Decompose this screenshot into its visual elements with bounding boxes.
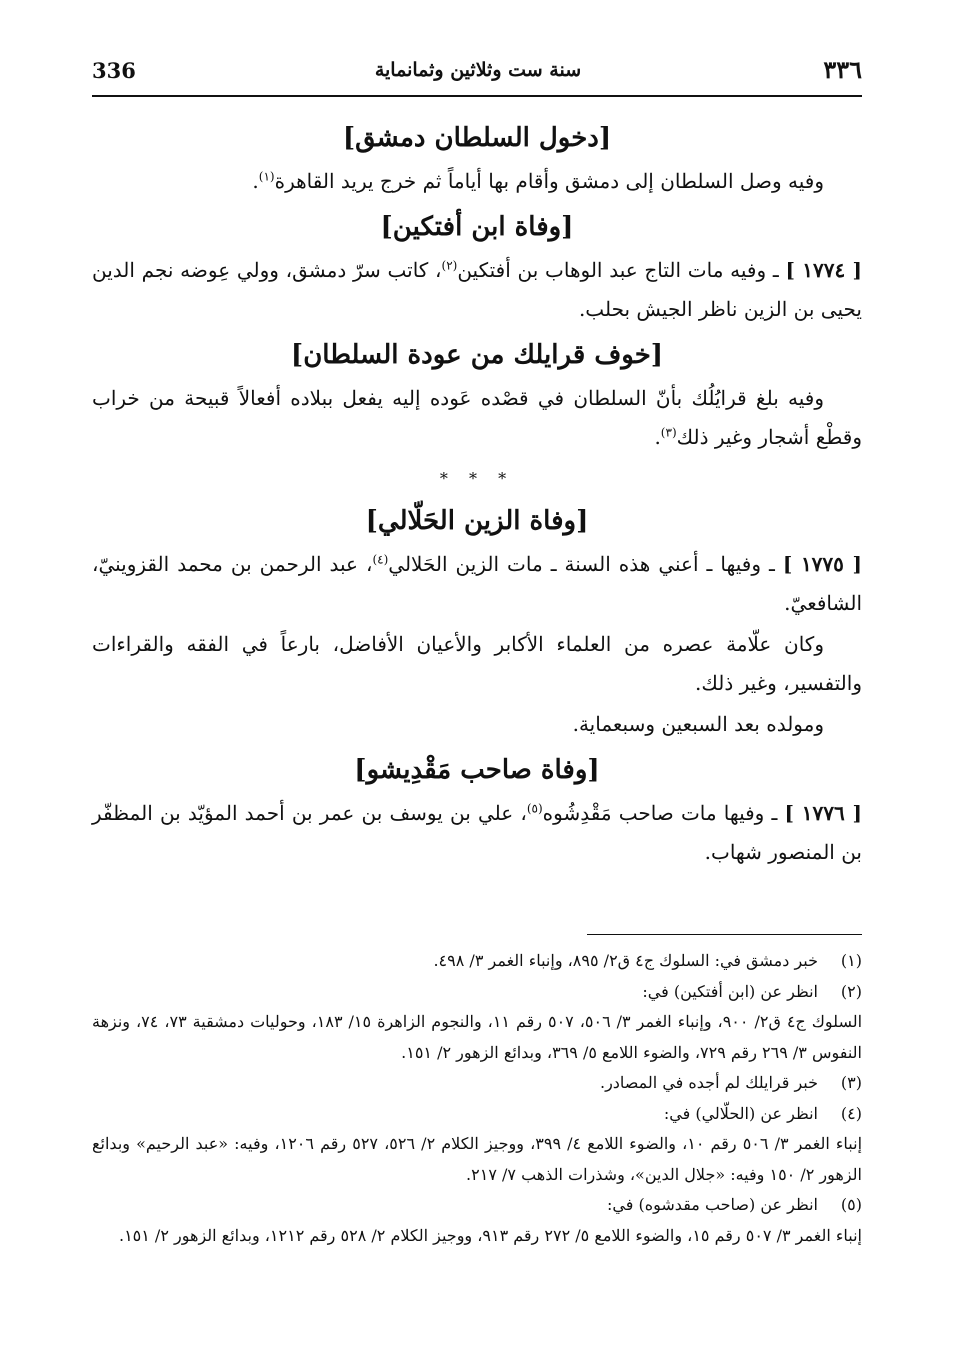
footnote-rule xyxy=(587,934,862,935)
entry-number: [ ١٧٧٤ ] xyxy=(785,258,862,282)
footnote: (٢)انظر عن (ابن أفتكين) في: xyxy=(92,977,862,1008)
entry-number: [ ١٧٧٦ ] xyxy=(784,801,862,825)
footnote-ref: (٣) xyxy=(660,425,677,440)
footnote: (٤)انظر عن (الحلّالي) في: xyxy=(92,1099,862,1130)
footnotes xyxy=(92,946,862,1251)
footnote-ref: (٤) xyxy=(372,552,389,567)
main-text xyxy=(92,112,862,874)
entry-number: [ ١٧٧٥ ] xyxy=(782,552,862,576)
section-separator: * * * xyxy=(439,469,515,488)
footnote-continuation: إنباء الغمر ٣/ ٥٠٦ رقم ١٠، والضوء اللامع ٤/ ٣٩٩، ووجيز الكلام ٢/ ٥٢٦، ٥٢٧ رقم ١٢٠٦، وفيه: «عبد الرحيم» وبدائع الزهور ٢/ ١٥٠ وفيه: «جلال الدين»، وشذرات الذهب ٧/ ٢١٧. xyxy=(92,1134,863,1184)
section-heading: [وفاة صاحب مَقْدِيشو] xyxy=(354,755,600,785)
section-heading: [خوف قرايلك من عودة السلطان] xyxy=(290,340,664,370)
paragraph: [ ١٧٧٥ ] ـ وفيها ـ أعني هذه السنة ـ مات الزين الحَلالي$^{(٤)}$، عبد الرحمن بن محمد القزوينيّ، الشافعيّ. xyxy=(92,552,862,615)
page-number-arabic: ٣٣٦ xyxy=(823,55,862,84)
footnote-ref: (٢) xyxy=(441,258,458,273)
section-heading: [دخول السلطان دمشق] xyxy=(342,123,612,153)
header-rule xyxy=(92,95,862,97)
footnote-mark: (٥) xyxy=(840,1195,862,1214)
footnote-continuation: إنباء الغمر ٣/ ٥٠٧ رقم ١٥، والضوء اللامع ٥/ ٢٧٢ رقم ٩١٣، ووجيز الكلام ٢/ ٥٢٨ رقم ١٢١٢، وبدائع الزهور ٢/ ١٥١. xyxy=(118,1225,862,1245)
footnote-continuation: السلوك ج٤ ق٢/ ٩٠٠، وإنباء الغمر ٣/ ٥٠٦، ٥٠٧ رقم ١١، والنجوم الزاهرة ١٥/ ١٨٣، وحوليات دمشقية ٧٣، ٧٤، ونزهة النفوس ٣/ ٢٦٩ رقم ٧٢٩، والضوء اللامع ٥/ ٣٦٩، وبدائع الزهور ٢/ ١٥١. xyxy=(92,1012,863,1062)
paragraph: [ ١٧٧٦ ] ـ وفيها مات صاحب مَقْدِشُوه$^{(٥)}$، علي بن يوسف بن عمر بن أحمد المؤيّد بن المظفّر بن المنصور شهاب. xyxy=(92,801,862,864)
paragraph: وكان علّامة عصره من العلماء الأكابر والأعيان الأفاضل، بارعاً في الفقه والقراءات والتفسير، وغير ذلك. xyxy=(92,632,862,695)
footnote: (١)خبر دمشق في: السلوك ج٤ ق٢/ ٨٩٥، وإنباء الغمر ٣/ ٤٩٨. xyxy=(92,946,862,977)
footnote-mark: (١) xyxy=(840,951,862,970)
footnote-ref: (٥) xyxy=(526,801,543,816)
footnote: (٣)خبر قرايلك لم أجده في المصادر. xyxy=(92,1068,862,1099)
footnote-mark: (٢) xyxy=(840,981,862,1001)
footnote: (٥)انظر عن (صاحب مقدشوه) في: xyxy=(92,1190,862,1221)
paragraph: وفيه وصل السلطان إلى دمشق وأقام بها أياماً ثم خرج يريد القاهرة$^{(١)}$. xyxy=(252,169,824,193)
section-heading: [وفاة ابن أفتكين] xyxy=(380,212,574,242)
page-number-latin: 336 xyxy=(92,58,136,83)
paragraph: ومولده بعد السبعين وسبعماية. xyxy=(572,712,824,736)
paragraph: وفيه بلغ قرايُلُك بأنّ السلطان في قصْده عَوده إليه يفعل ببلاده أفعالاً قبيحة من خراب وقطْع أشجار وغير ذلك$^{(٣)}$. xyxy=(92,386,862,449)
section-heading: [وفاة الزين الحَلّالي] xyxy=(365,506,589,536)
footnote-mark: (٣) xyxy=(840,1073,862,1092)
running-title: سنة ست وثلاثين وثمانماية xyxy=(374,59,582,81)
footnote-ref: (١) xyxy=(258,169,275,184)
footnote-mark: (٤) xyxy=(840,1103,862,1123)
paragraph: [ ١٧٧٤ ] ـ وفيه مات التاج عبد الوهاب بن أفتكين$^{(٢)}$، كاتب سرّ دمشق، وولي عِوضه نجم الدين يحيى بن الزين ناظر الجيش بحلب. xyxy=(92,258,862,321)
